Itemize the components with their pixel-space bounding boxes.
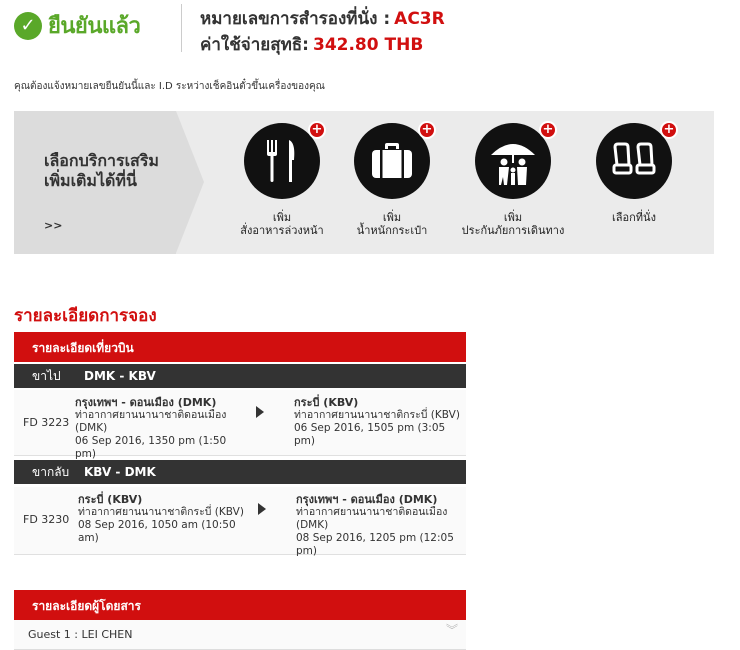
departure-info <box>78 493 248 545</box>
outbound-label: ขาไป <box>32 368 61 383</box>
addons-title: เลือกบริการเสริม เพิ่มเติมได้ที่นี่ <box>44 151 159 190</box>
arrival-city: กระบี่ (KBV) <box>294 396 359 409</box>
addon-meal-label: เพิ่ม สั่งอาหารล่วงหน้า <box>240 211 324 237</box>
departure-city: กระบี่ (KBV) <box>78 493 143 506</box>
flight-number: FD 3230 <box>23 513 70 526</box>
addon-insurance-label: เพิ่ม ประกันภัยการเดินทาง <box>461 211 565 237</box>
total-line <box>200 31 423 58</box>
checkin-notice: คุณต้องแจ้งหมายเลขยืนยันนี้และ I.D ระหว่างเช็คอินตั๋วขึ้นเครื่องของคุณ <box>14 81 325 92</box>
baggage-icon[interactable] <box>354 122 433 199</box>
booking-details-title: รายละเอียดการจอง <box>14 306 157 326</box>
booking-number: AC3R <box>394 9 445 29</box>
addons-banner <box>14 111 714 254</box>
departure-airport: ท่าอากาศยานนานาชาติดอนเมือง (DMK) <box>75 409 227 434</box>
total-label: ค่าใช้จ่ายสุทธิ: <box>200 35 309 55</box>
flight-number: FD 3223 <box>23 416 70 429</box>
arrow-right-icon <box>258 503 266 515</box>
outbound-bar <box>14 364 466 388</box>
addons-more-link[interactable]: >> <box>44 219 63 232</box>
departure-info <box>75 396 245 461</box>
booking-number-label: หมายเลขการสำรองที่นั่ง : <box>200 9 391 29</box>
arrow-right-icon <box>256 406 264 418</box>
arrival-airport: ท่าอากาศยานนานาชาติดอนเมือง (DMK) <box>296 506 448 531</box>
inbound-bar <box>14 460 466 484</box>
inbound-label: ขากลับ <box>32 464 70 479</box>
add-icon: + <box>418 121 436 139</box>
addon-baggage-label: เพิ่ม น้ำหนักกระเป๋า <box>356 211 428 237</box>
chevron-down-icon[interactable]: ︾ <box>445 623 458 637</box>
status-text: ยืนยันแล้ว <box>48 14 141 39</box>
arrival-info <box>294 396 464 448</box>
seat-icon[interactable] <box>596 122 675 199</box>
departure-airport: ท่าอากาศยานนานาชาติกระบี่ (KBV) <box>78 506 244 518</box>
departure-time: 06 Sep 2016, 1350 pm (1:50 pm) <box>75 435 227 460</box>
flight-details-header: รายละเอียดเที่ยวบิน <box>14 332 466 362</box>
meal-icon[interactable] <box>244 122 323 199</box>
booking-number-line <box>200 5 445 32</box>
guest-name: Guest 1 : LEI CHEN <box>28 628 133 641</box>
departure-time: 08 Sep 2016, 1050 am (10:50 am) <box>78 519 236 544</box>
arrival-time: 06 Sep 2016, 1505 pm (3:05 pm) <box>294 422 446 447</box>
outbound-flight-row <box>14 390 466 460</box>
guest-row[interactable] <box>14 620 466 650</box>
arrival-time: 08 Sep 2016, 1205 pm (12:05 pm) <box>296 532 454 557</box>
addon-seat[interactable] <box>559 123 709 224</box>
departure-city: กรุงเทพฯ - ดอนเมือง (DMK) <box>75 396 217 409</box>
arrival-airport: ท่าอากาศยานนานาชาติกระบี่ (KBV) <box>294 409 460 421</box>
header-divider <box>181 4 182 52</box>
arrival-info <box>296 493 466 558</box>
add-icon: + <box>308 121 326 139</box>
inbound-flight-row <box>14 487 466 555</box>
add-icon: + <box>539 121 557 139</box>
passenger-details-header: รายละเอียดผู้โดยสาร <box>14 590 466 620</box>
addon-seat-label: เลือกที่นั่ง <box>612 211 656 224</box>
outbound-route: DMK - KBV <box>84 369 156 383</box>
total-value: 342.80 THB <box>312 35 424 55</box>
arrival-city: กรุงเทพฯ - ดอนเมือง (DMK) <box>296 493 438 506</box>
add-icon: + <box>660 121 678 139</box>
check-icon: ✓ <box>14 12 42 40</box>
confirmation-status <box>14 8 140 43</box>
inbound-route: KBV - DMK <box>84 465 156 479</box>
insurance-icon[interactable] <box>475 122 554 199</box>
